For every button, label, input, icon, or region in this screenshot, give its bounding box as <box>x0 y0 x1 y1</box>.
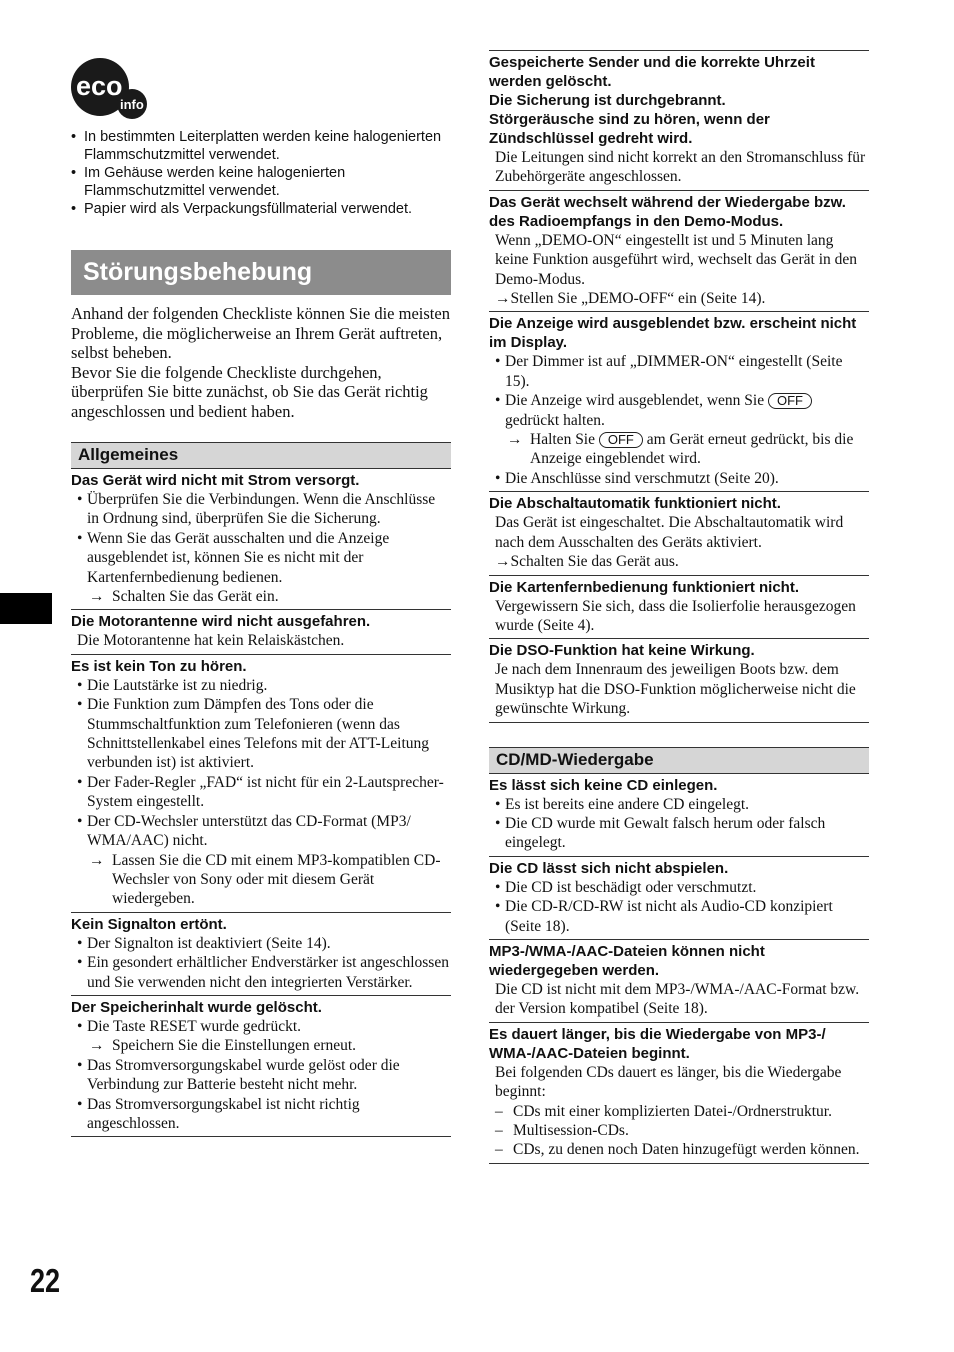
problem-title: Es ist kein Ton zu hören. <box>71 657 247 675</box>
cause-text: Vergewissern Sie sich, dass die Isolierfolie herausgezogen wurde (Seite 4). <box>495 597 856 634</box>
problem-title: Es dauert länger, bis die Wiedergabe von MP3-/ WMA-/AAC-Dateien beginnt. <box>489 1025 826 1062</box>
cause-bullet: • Der CD-Wechsler unterstützt das CD-Format (MP3/ WMA/AAC) nicht. <box>71 812 451 851</box>
svg-text:info: info <box>120 97 144 112</box>
troubleshoot-item <box>71 913 451 996</box>
cause-text: Je nach dem Innenraum des jeweiligen Boots bzw. dem Musiktyp hat die DSO-Funktion möglicherweise nicht die gewünschte Wirkung. <box>495 661 856 718</box>
cause-bullet: • Es ist bereits eine andere CD eingelegt. <box>489 795 869 814</box>
arrow-right-icon: → <box>89 588 105 606</box>
off-key-icon: OFF <box>768 393 812 409</box>
cause-text: Wenn „DEMO-ON“ eingestellt ist und 5 Minuten lang keine Funktion ausgeführt wird, wechselt das Gerät in den Demo-Modus. <box>495 231 858 288</box>
remedy-line: → Schalten Sie das Gerät ein. <box>89 588 279 606</box>
problem-title: Der Speicherinhalt wurde gelöscht. <box>71 998 322 1016</box>
intro-paragraph: Bevor Sie die folgende Checkliste durchgehen, überprüfen Sie bitte zunächst, ob Sie das Gerät richtig angeschlossen und bedient haben. <box>71 362 428 421</box>
troubleshoot-item <box>489 774 869 857</box>
off-key-icon: OFF <box>599 432 643 448</box>
problem-title: Die Kartenfernbedienung funktioniert nicht. <box>489 578 800 596</box>
eco-info-logo <box>71 58 147 120</box>
cause-bullet: • Der Dimmer ist auf „DIMMER-ON“ eingestellt (Seite 15). <box>489 352 869 391</box>
problem-title: Das Gerät wechselt während der Wiedergabe bzw. des Radioempfangs in den Demo-Modus. <box>489 193 846 230</box>
cause-bullet: • Die Anzeige wird ausgeblendet, wenn Sie OFF gedrückt halten. <box>489 391 869 430</box>
arrow-right-icon: → <box>89 1037 105 1055</box>
cause-bullet: • Wenn Sie das Gerät ausschalten und die Anzeige ausgeblendet ist, können Sie es nicht mit der Kartenfernbedienung bedienen. <box>71 529 451 587</box>
right-column <box>489 50 869 1164</box>
svg-text:eco: eco <box>76 71 123 101</box>
troubleshoot-item <box>71 655 451 913</box>
arrow-right-icon: → <box>495 290 511 308</box>
troubleshoot-item <box>489 191 869 313</box>
intro-text <box>71 304 451 421</box>
cause-bullet: • Die Funktion zum Dämpfen des Tons oder die Stummschaltfunktion zum Telefonieren (wenn das Schnittstellenkabel eines Telefons mit der ATT-Leitung verbunden ist) ist aktiviert. <box>71 695 451 773</box>
problem-title: Gespeicherte Sender und die korrekte Uhrzeit werden gelöscht. <box>489 54 815 90</box>
problem-title: Es lässt sich keine CD einlegen. <box>489 776 718 794</box>
cause-bullet: • Ein gesondert erhältlicher Endverstärker ist angeschlossen und Sie verwenden nicht den integrierten Verstärker. <box>71 953 451 992</box>
chapter-tab-marker <box>0 593 52 624</box>
troubleshoot-item <box>489 312 869 492</box>
dash-list <box>489 1102 869 1160</box>
remedy-line: →Schalten Sie das Gerät aus. <box>495 553 679 571</box>
list-item: • Im Gehäuse werden keine halogenierten Flammschutzmittel verwendet. <box>71 164 451 200</box>
problem-title: Die Anzeige wird ausgeblendet bzw. erscheint nicht im Display. <box>489 315 857 352</box>
cause-bullet: • Der Signalton ist deaktiviert (Seite 14). <box>71 934 451 953</box>
problem-title: Störgeräusche sind zu hören, wenn der Zündschlüssel gedreht wird. <box>489 111 770 147</box>
cause-bullet: • Das Stromversorgungskabel wurde gelöst oder die Verbindung zur Batterie besteht nicht mehr. <box>71 1056 451 1095</box>
section-title: Störungsbehebung <box>71 250 451 295</box>
cause-bullet: • Der Fader-Regler „FAD“ ist nicht für ein 2-Lautsprecher-System eingestellt. <box>71 773 451 812</box>
troubleshoot-item <box>489 1023 869 1164</box>
cause-bullet: • Die CD wurde mit Gewalt falsch herum oder falsch eingelegt. <box>489 814 869 853</box>
remedy-line: → Halten Sie OFF am Gerät erneut gedrückt, bis die Anzeige eingeblendet wird. <box>507 431 854 468</box>
troubleshoot-item <box>71 610 451 654</box>
cd-md-section <box>489 747 869 1164</box>
allgemeines-section <box>71 442 451 1137</box>
troubleshoot-item <box>489 51 869 191</box>
eco-leaf-icon <box>71 58 147 120</box>
remedy-line: → Speichern Sie die Einstellungen erneut. <box>89 1037 357 1055</box>
cause-bullet: • Die Lautstärke ist zu niedrig. <box>71 676 451 695</box>
list-item: – Multisession-CDs. <box>495 1121 869 1140</box>
troubleshoot-item <box>489 576 869 640</box>
problem-title: Kein Signalton ertönt. <box>71 915 227 933</box>
cause-text: Das Gerät ist eingeschaltet. Die Abschaltautomatik wird nach dem Ausschalten des Geräts aktiviert. <box>495 514 844 551</box>
arrow-right-icon: → <box>507 431 523 449</box>
arrow-right-icon: → <box>89 851 105 869</box>
list-item: – CDs mit einer komplizierten Datei-/Ordnerstruktur. <box>495 1102 869 1121</box>
problem-title: MP3-/WMA-/AAC-Dateien können nicht wiedergegeben werden. <box>489 942 765 979</box>
cause-bullet: • Die CD ist beschädigt oder verschmutzt. <box>489 878 869 897</box>
subsection-heading: CD/MD-Wiedergabe <box>489 747 869 774</box>
cause-bullet: • Die Taste RESET wurde gedrückt. <box>71 1017 451 1036</box>
cause-bullet: • Überprüfen Sie die Verbindungen. Wenn die Anschlüsse in Ordnung sind, überprüfen Sie die Sicherung. <box>71 490 451 529</box>
problem-title: Das Gerät wird nicht mit Strom versorgt. <box>71 472 360 489</box>
cause-bullet: • Das Stromversorgungskabel ist nicht richtig angeschlossen. <box>71 1095 451 1134</box>
cause-text: Die Motorantenne hat kein Relaiskästchen. <box>77 632 345 650</box>
remedy-line: → Lassen Sie die CD mit einem MP3-kompatiblen CD-Wechsler von Sony oder mit diesem Gerät wiedergeben. <box>89 851 441 908</box>
troubleshoot-item <box>489 492 869 575</box>
troubleshoot-item <box>71 996 451 1137</box>
problem-title: Die Motorantenne wird nicht ausgefahren. <box>71 613 371 631</box>
remedy-line: →Stellen Sie „DEMO-OFF“ ein (Seite 14). <box>495 290 766 308</box>
troubleshoot-item <box>489 940 869 1023</box>
cause-text: Die Leitungen sind nicht korrekt an den Stromanschluss für Zubehörgeräte angeschlossen. <box>495 149 866 186</box>
subsection-heading: Allgemeines <box>71 442 451 469</box>
cause-bullet: • Die Anschlüsse sind verschmutzt (Seite 20). <box>489 469 869 488</box>
problem-title: Die CD lässt sich nicht abspielen. <box>489 859 729 877</box>
intro-paragraph: Anhand der folgenden Checkliste können Sie die meisten Probleme, die möglicherweise an Ihrem Gerät auftreten, selbst beheben. <box>71 304 450 362</box>
troubleshoot-item <box>71 469 451 610</box>
cause-text: Bei folgenden CDs dauert es länger, bis die Wiedergabe beginnt: <box>495 1063 842 1101</box>
list-item: – CDs, zu denen noch Daten hinzugefügt werden können. <box>495 1140 869 1159</box>
problem-title: Die Sicherung ist durchgebrannt. <box>489 92 726 109</box>
eco-info-list <box>71 128 451 218</box>
cause-bullet: • Die CD-R/CD-RW ist nicht als Audio-CD konzipiert (Seite 18). <box>489 897 869 936</box>
list-item: • In bestimmten Leiterplatten werden keine halogenierten Flammschutzmittel verwendet. <box>71 128 451 164</box>
troubleshoot-item <box>489 857 869 940</box>
problem-title: Die Abschaltautomatik funktioniert nicht. <box>489 495 781 513</box>
arrow-right-icon: → <box>495 553 511 571</box>
list-item: • Papier wird als Verpackungsfüllmaterial verwendet. <box>71 200 451 218</box>
problem-title: Die DSO-Funktion hat keine Wirkung. <box>489 642 755 660</box>
cause-text: Die CD ist nicht mit dem MP3-/WMA-/AAC-Format bzw. der Version kompatibel (Seite 18). <box>495 980 860 1018</box>
troubleshoot-item <box>489 639 869 722</box>
page-number: 22 <box>30 1262 61 1299</box>
